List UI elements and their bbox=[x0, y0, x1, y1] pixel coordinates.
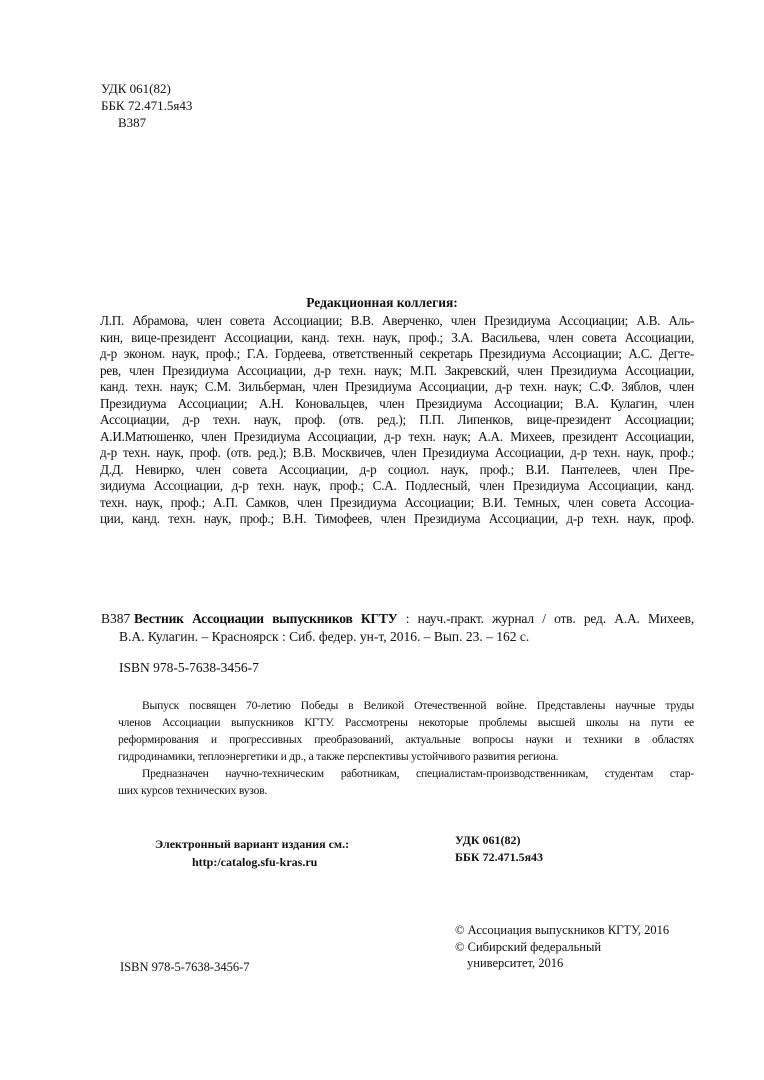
copyright-2: © Сибирский федеральный bbox=[455, 940, 602, 954]
abstract-line: членов Ассоциации выпускников КГТУ. Рассмотрены некоторые проблемы высшей школы на пути ее bbox=[118, 716, 694, 729]
udk-bottom: УДК 061(82) bbox=[455, 833, 521, 847]
board-line: Л.П. Абрамова, член совета Ассоциации; В.В. Аверченко, член Президиума Ассоциации; А.В. Аль- bbox=[100, 313, 694, 328]
board-line: техн. наук, проф.; А.П. Самков, член Президиума Ассоциации; В.И. Темных, член совета Ассоциа- bbox=[100, 494, 694, 510]
board-line: ции, канд. техн. наук, проф.; В.Н. Тимофеев, член Президиума Ассоциации, д-р техн. наук, проф. bbox=[100, 511, 694, 526]
entry-line-2: В.А. Кулагин. – Красноярск : Сиб. федер. ун-т, 2016. – Вып. 23. – 162 с. bbox=[119, 629, 530, 644]
board-title: Редакционная коллегия: bbox=[306, 295, 458, 310]
entry-line-1 bbox=[134, 611, 694, 627]
isbn: ISBN 978-5-7638-3456-7 bbox=[119, 660, 259, 675]
abstract-line: ших курсов технических вузов. bbox=[118, 784, 268, 797]
abstract-line: Выпуск посвящен 70-летию Победы в Великой Отечественной войне. Представлены научные труды bbox=[142, 699, 694, 712]
entry-code: В387 bbox=[101, 611, 131, 626]
board-line: кин, вице-президент Ассоциации, канд. техн. наук, проф.; З.А. Васильева, член совета Ассоциации, bbox=[100, 329, 694, 345]
board-line: д-р эконом. наук, проф.; Г.А. Гордеева, ответственный секретарь Президиума Ассоциации; А.С. Дегте- bbox=[100, 346, 694, 361]
abstract-line: гидродинамики, теплоэнергетики и др., а также перспективы устойчивого развития региона. bbox=[118, 750, 559, 763]
udk-code: УДК 061(82) bbox=[101, 81, 171, 96]
abstract-line: Предназначен научно-техническим работникам, специалистам-производственникам, студентам стар- bbox=[142, 767, 694, 780]
entry-rest: : науч.-практ. журнал / отв. ред. А.А. Михеев, bbox=[397, 611, 694, 626]
isbn-bottom: ISBN 978-5-7638-3456-7 bbox=[120, 960, 250, 974]
journal-title: Вестник Ассоциации выпускников КГТУ bbox=[134, 611, 398, 626]
board-line: Д.Д. Невирко, член совета Ассоциации, д-р социол. наук, проф.; В.И. Пантелеев, член Пре- bbox=[100, 461, 694, 477]
author-mark: В387 bbox=[118, 115, 147, 130]
electronic-url[interactable]: http:/catalog.sfu-kras.ru bbox=[192, 855, 318, 869]
electronic-label: Электронный вариант издания см.: bbox=[155, 837, 350, 851]
copyright-1: © Ассоциация выпускников КГТУ, 2016 bbox=[455, 923, 670, 937]
bbk-code: ББК 72.471.5я43 bbox=[101, 98, 193, 113]
board-line: Президиума Ассоциации; А.Н. Коновальцев, член Президиума Ассоциации; В.А. Кулагин, член bbox=[100, 395, 694, 411]
abstract-line: реформирования и прогрессивных преобразований, актуальные вопросы науки и техники в областях bbox=[118, 733, 694, 746]
board-line: д-р техн. наук, проф. (отв. ред.); В.В. Москвичев, член Президиума Ассоциации, д-р техн. наук, проф.; bbox=[100, 445, 694, 460]
board-line: Ассоциации, д-р техн. наук, проф. (отв. ред.); П.П. Липенков, вице-президент Ассоциации; bbox=[100, 412, 694, 427]
copyright-3: университет, 2016 bbox=[467, 956, 564, 970]
board-line: рев, член Президиума Ассоциации, д-р техн. наук; М.П. Закревский, член Президиума Ассоциации, bbox=[100, 362, 694, 378]
bbk-bottom: ББК 72.471.5я43 bbox=[455, 850, 544, 864]
board-line: А.И.Матюшенко, член Президиума Ассоциации, д-р техн. наук; А.А. Михеев, президент Ассоциации, bbox=[100, 428, 694, 444]
board-line: зидиума Ассоциации, д-р техн. наук, проф.; С.А. Подлесный, член Президиума Ассоциации, канд. bbox=[100, 478, 694, 493]
board-line: канд. техн. наук; С.М. Зильберман, член Президиума Ассоциации, д-р техн. наук; С.Ф. Зяблов, член bbox=[100, 379, 694, 394]
